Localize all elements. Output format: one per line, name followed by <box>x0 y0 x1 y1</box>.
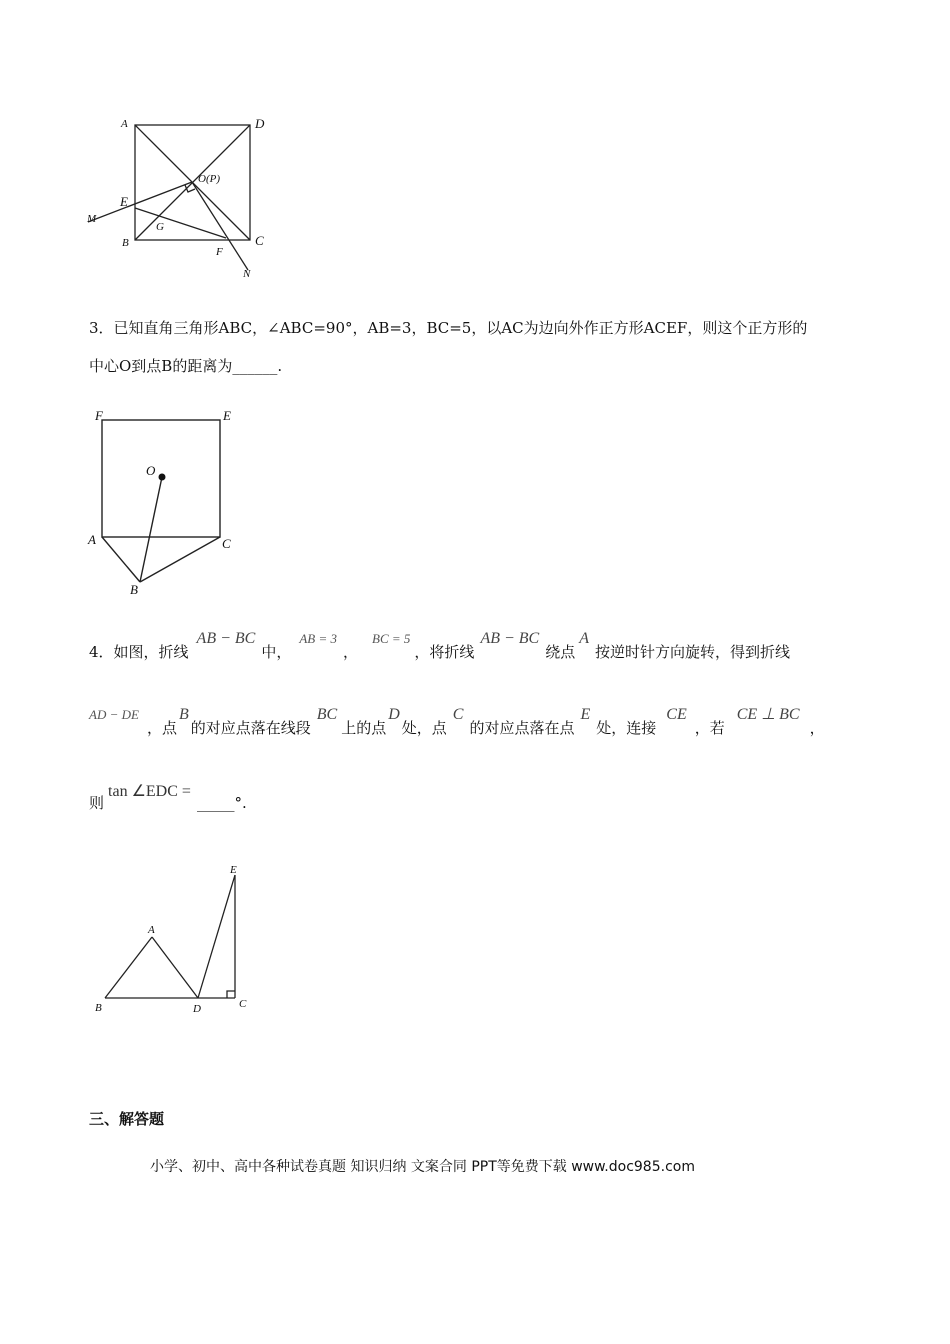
label-m: M <box>87 213 97 225</box>
figure-square-acef <box>80 400 260 600</box>
segment-cb <box>140 537 220 582</box>
q3-line1: 3．已知直角三角形ABC，∠ABC=90°，AB=3，BC=5，以AC为边向外作正方形ACEF，则这个正方形的 <box>89 319 808 337</box>
math-ab-bc: AB − BC <box>196 630 256 647</box>
label-e: E <box>230 864 237 876</box>
q4-line2 <box>89 706 825 739</box>
figure-square-diagonals <box>80 110 280 290</box>
footer-text[interactable]: 小学、初中、高中各种试卷真题 知识归纳 文案合同 PPT等免费下载 www.doc985.com <box>150 1159 695 1175</box>
label-b: B <box>122 237 129 249</box>
math-bc: BC <box>316 706 338 723</box>
q4-text: 的对应点落在点 <box>469 719 575 737</box>
right-angle-mark <box>227 991 235 998</box>
segment-ef <box>135 208 226 238</box>
math-tan-edc: tan ∠EDC = <box>108 783 191 800</box>
section-title: 三、解答题 <box>89 1110 165 1128</box>
label-d: D <box>193 1003 201 1015</box>
math-e: E <box>580 706 591 723</box>
label-g: G <box>156 221 164 233</box>
math-ab-bc-2: AB − BC <box>480 630 540 647</box>
math-ab-3: AB = 3 <box>299 631 338 646</box>
line-om <box>88 182 192 222</box>
q4-text: ，若 <box>694 719 725 737</box>
q3-line2: 中心O到点B的距离为______. <box>89 357 283 375</box>
math-b: B <box>178 706 189 723</box>
q4-text: 上的点 <box>341 719 387 737</box>
label-a: A <box>148 924 155 936</box>
label-b: B <box>130 582 138 597</box>
label-a: A <box>121 118 128 130</box>
label-d: D <box>255 116 265 131</box>
q4-text: ，将折线 <box>414 643 475 661</box>
q4-text: ，点 <box>146 719 177 737</box>
math-c: C <box>452 706 464 723</box>
q4-text: 则 <box>89 794 105 812</box>
label-c: C <box>255 233 264 248</box>
q4-answer-blank: _____°. <box>196 794 247 812</box>
q4-text: 处，连接 <box>596 719 657 737</box>
label-f: F <box>95 408 103 423</box>
math-ad-de: AD − DE <box>89 707 139 722</box>
math-ce: CE <box>666 706 687 723</box>
label-a: A <box>88 532 96 547</box>
label-n: N <box>243 268 251 280</box>
q4-text: ， <box>343 643 359 661</box>
label-o: O(P) <box>198 173 220 185</box>
q4-text: 处，点 <box>401 719 447 737</box>
q4-line1 <box>89 630 791 663</box>
math-bc-5: BC = 5 <box>372 631 411 646</box>
label-e: E <box>223 408 231 423</box>
label-f: F <box>216 246 223 258</box>
segment-ad <box>152 937 198 998</box>
label-e: E <box>120 194 128 209</box>
q4-text: 绕点 <box>545 643 576 661</box>
q4-text: ， <box>809 719 825 737</box>
segment-ab <box>102 537 140 582</box>
q4-line3 <box>89 783 247 814</box>
label-b: B <box>95 1002 102 1014</box>
segment-de <box>198 875 235 998</box>
math-a: A <box>579 630 590 647</box>
math-ce-perp-bc: CE ⊥ BC <box>736 706 800 723</box>
point-o <box>159 474 166 481</box>
right-angle-mark <box>185 185 195 192</box>
q4-number: 4．如图，折线 <box>89 643 189 661</box>
q4-text: 中， <box>261 643 292 661</box>
segment-ob <box>140 477 162 582</box>
q4-text: 按逆时针方向旋转，得到折线 <box>595 643 791 661</box>
math-d: D <box>388 706 400 723</box>
label-c: C <box>239 998 247 1010</box>
segment-ab <box>105 937 152 998</box>
q4-text: 的对应点落在线段 <box>190 719 311 737</box>
label-o: O <box>146 463 156 478</box>
figure-fold-line <box>85 855 265 1025</box>
label-c: C <box>222 536 231 551</box>
